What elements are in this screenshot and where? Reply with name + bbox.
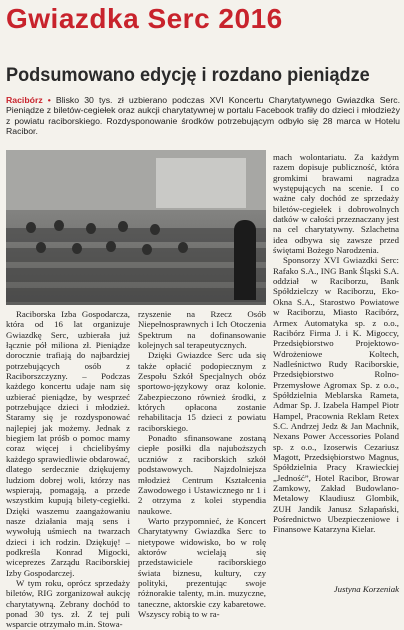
paragraph: Dzięki Gwiazdce Serc uda się także opłacić podopiecznym z Zespołu Szkół Specjalnych obóz sportowo-językowy oraz kolonie. Zabezpieczono również środki, z których opłacona zostanie rehabilitacja 15 dzieci z powiatu raciborskiego.	[138, 350, 266, 433]
lead-bullet: •	[47, 95, 51, 105]
photo-person	[72, 243, 82, 254]
photo-speaker	[234, 220, 256, 300]
photo-person	[106, 241, 116, 252]
photo-audience-row	[6, 228, 266, 242]
article-lead	[6, 95, 400, 137]
paragraph: Ponadto sfinansowane zostaną ciepłe posiłki dla najuboższych uczniów z raciborskich szkół podstawowych. Najzdolniejsza młodzież Centrum Kształcenia Zawodowego i Ustawicznego nr 1 i 2 otrzyma z kolei stypendia naukowe.	[138, 433, 266, 516]
photo-person	[118, 221, 128, 232]
photo-person	[150, 224, 160, 235]
article-headline: Podsumowano edycję i rozdano pieniądze	[6, 64, 370, 86]
article-photo	[6, 150, 266, 305]
photo-audience-row	[6, 288, 266, 302]
photo-person	[26, 222, 36, 233]
photo-audience-row	[6, 268, 266, 282]
paragraph: Warto przypomnieć, że Koncert Charytatywny Gwiazdka Serc to nietypowe widowisko, bo w rolę aktorów wcielają się przedstawiciele raciborskiego świata biznesu, kultury, czy polityki, prezentując swoje różnorakie talenty, m.in. muzyczne, taneczne, aktorskie czy kabaretowe. Wszyscy robią to w ra-	[138, 515, 266, 619]
photo-person	[86, 223, 96, 234]
photo-person	[178, 242, 188, 253]
photo-person	[36, 242, 46, 253]
paragraph: mach wolontariatu. Za każdym razem dopisuje publiczność, która gromkimi brawami nagradza występujących na scenie. I co ważne cały dochód ze sprzedaży biletów-cegiełek i dobrowolnych datków w całości przeznaczany jest na cel charytatywny. Szlachetna idea odbywa się zawsze przed świętami Bożego Narodzenia.	[273, 152, 399, 256]
paragraph: Sponsorzy XVI Gwiazdki Serc: Rafako S.A., ING Bank Śląski S.A. oddział w Raciborzu, Bank Spółdzielczy w Raciborzu, Eko-Okna S.A., Starostwo Powiatowe w Raciborzu, Miasto Racibórz, Armex Automatyka sp. z o.o., Racibórz Firma J. i K. Migoccy, Przedsiębiorstwo Projektowo-Wdrożeniowe Koltech, Nadleśnictwo Rudy Raciborskie, Przedsiębiorstwo Rolno-Przemysłowe Agromax Sp. z o.o., Spółdzielnia Meblarska Rameta, Admar Sp. J. Izabela Hampel Piotr Hampel, Pracownia Reklam Retex S.C. Andrzej Jedz & Jan Machnik, Nexans Power Accessories Poland sp. z o.o., Izoserwis Cezariusz Magott, Przedsiębiorstwo Magnus, Spółdzielnia Pracy Krawieckiej „Jedność”, Hotel Racibor, Browar Zamkowy, Zakład Budowlano-Metalowy Klaudiusz Glombik, ZUH Jandik Janusz Szłapański, Pośrednictwo Ubezpieczeniowe i Finansowe Katarzyna Kielar.	[273, 255, 399, 535]
photo-person	[142, 244, 152, 255]
photo-person	[54, 220, 64, 231]
photo-screen	[156, 158, 246, 208]
article-column-2	[138, 309, 266, 619]
paragraph: W tym roku, oprócz sprzedaży biletów, RIG zorganizował aukcję charytatywną. Zebrany dochód to ponad 30 tys. zł. Z tej puli wsparcie otrzymało m.in. Stowa-	[6, 577, 130, 630]
paragraph: Raciborska Izba Gospodarcza, która od 16 lat organizuje Gwiazdkę Serc, uzbierała już łącznie pół miliona zł. Pieniądze dorocznie trafiają do najbardziej potrzebujących osób z Raciborszczyzny. – Podczas każdego koncertu udaje nam się uzbierać pieniądze, by wesprzeć potrzebujące dzieci i młodzież. Staramy się je rozdysponować najlepiej jak możemy. Jednak z biegiem lat próśb o pomoc mamy coraz więcej i chcielibyśmy każdego sprawiedliwie obdarować, dlatego serdecznie dziękujemy ludziom dobrej woli, którzy nas wspierają, pomagają, a przede wszystkim kupują bilety-cegiełki. Dzięki waszemu zaangażowaniu nasze działania mają sens i wywołują uśmiech na twarzach dzieci i ich rodzin. Dziękuję! – podkreśla Konrad Migocki, wiceprezes Zarządu Raciborskiej Izby Gospodarczej.	[6, 309, 130, 578]
article-column-3	[273, 152, 399, 535]
lead-text: Blisko 30 tys. zł uzbierano podczas XVI Koncertu Charytatywnego Gwiazdka Serc. Pieniądze z biletów-cegiełek oraz aukcji charytatywnej w portalu Facebook trafiły do dzieci i młodzieży z powiatu raciborskiego. Rozdysponowanie środków potrzebującym odbyło się 28 marca w Hotelu Racibor.	[6, 95, 400, 137]
author-byline: Justyna Korzeniak	[333, 584, 399, 594]
lead-place: Racibórz	[6, 95, 43, 105]
article-column-1	[6, 309, 130, 630]
section-kicker: Gwiazdka Serc 2016	[6, 3, 283, 34]
paragraph: rzyszenie na Rzecz Osób Niepełnosprawnych i Ich Otoczenia Spektrum na dofinansowanie kolejnych sal terapeutycznych.	[138, 309, 266, 351]
